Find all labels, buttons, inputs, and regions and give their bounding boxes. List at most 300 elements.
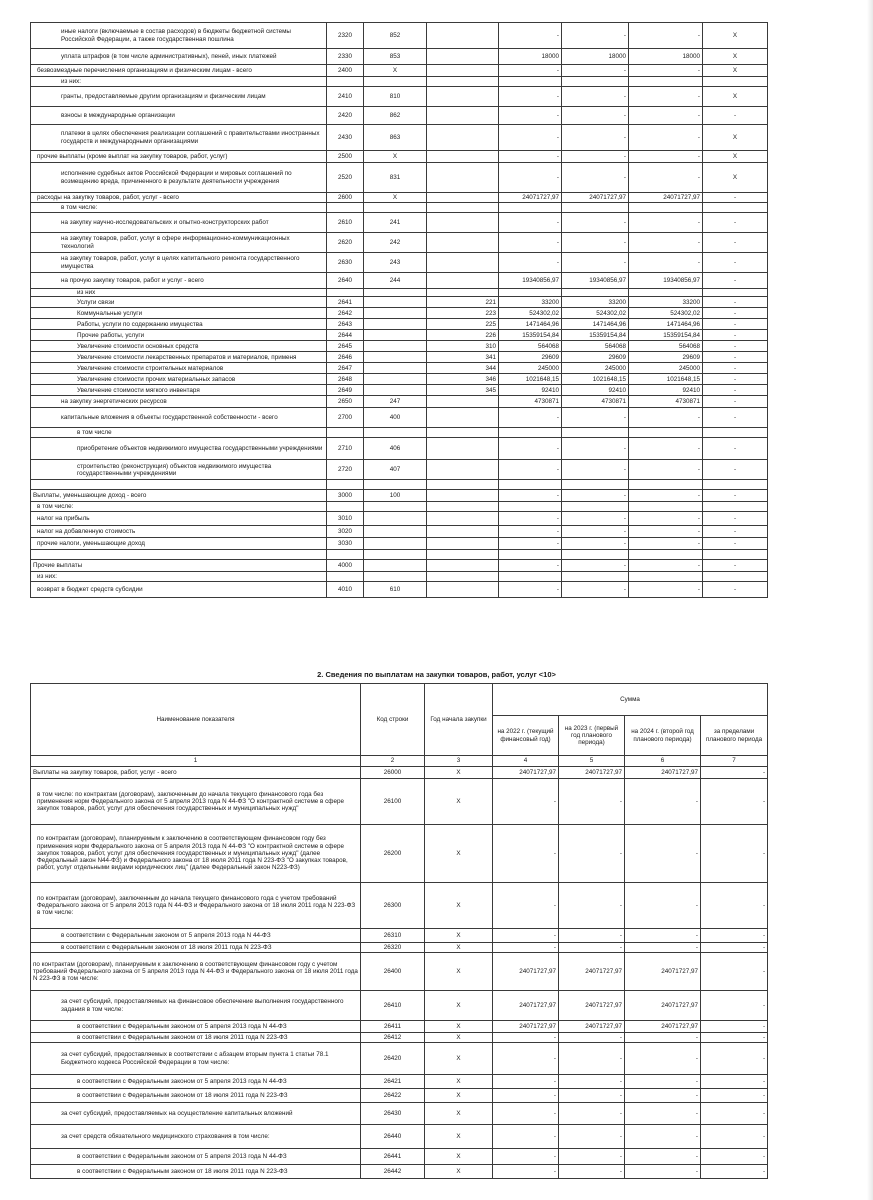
row-kbk: 243	[364, 253, 427, 273]
row-sum-beyond: -	[703, 526, 768, 538]
row-kosgu	[427, 526, 499, 538]
row-name: по контрактам (договорам), планируемым к заключению в соответствующем финансовом году без применения норм Федерального закона от 5 апреля 2013 года N 44-ФЗ "О контрактной системе в сфере закупок товаров, работ, услуг для обеспечения государственных и муниципальных нужд" (далее Федеральный закон N44-ФЗ) и Федерального закона от 18 июля 2011 года N 223-ФЗ "О закупках товаров, работ, услуг отдельными видами юридических лиц" (далее Федеральный закон N223-ФЗ)	[31, 825, 361, 883]
row-sum-2022: -	[493, 929, 559, 943]
row-code: 2647	[327, 363, 364, 374]
row-sum-beyond: -	[701, 953, 768, 991]
row-year: X	[425, 779, 493, 825]
row-year: X	[425, 1021, 493, 1033]
row-sum-2023: 33200	[562, 297, 629, 308]
row-name: в том числе: по контрактам (договорам), заключенным до начала текущего финансового года без применения норм Федерального закона от 5 апреля 2013 года N 44-ФЗ "О контрактной системе в сфере закупок товаров, работ, услуг для обеспечения государственных и муниципальных нужд"	[31, 779, 361, 825]
row-sum-2022: -	[499, 460, 562, 480]
row-code: 2641	[327, 297, 364, 308]
row-code: 2642	[327, 308, 364, 319]
row-sum-beyond: -	[701, 825, 768, 883]
row-kosgu	[427, 572, 499, 582]
row-sum-beyond: -	[703, 107, 768, 125]
row-sum-beyond: X	[703, 163, 768, 193]
row-sum-2023: 24071727,97	[559, 953, 625, 991]
table-row	[31, 490, 768, 502]
row-name: на закупку товаров, работ, услуг в целях капитального ремонта государственного имущества	[31, 253, 327, 273]
row-sum-2022: 18000	[499, 49, 562, 65]
row-name: из них:	[31, 572, 327, 582]
row-kosgu	[427, 233, 499, 253]
table-row	[31, 163, 768, 193]
procurement-table-header	[31, 684, 768, 767]
row-sum-2023: -	[562, 65, 629, 77]
table-row	[31, 572, 768, 582]
row-sum-beyond: -	[703, 460, 768, 480]
row-kbk: 406	[364, 438, 427, 460]
row-code: 26410	[361, 991, 425, 1021]
row-sum-2023: -	[559, 1103, 625, 1125]
row-sum-2022	[499, 77, 562, 87]
row-sum-2024: -	[629, 582, 703, 598]
row-kosgu: 341	[427, 352, 499, 363]
row-sum-2024: -	[629, 87, 703, 107]
row-sum-beyond: X	[703, 23, 768, 49]
row-sum-beyond: -	[703, 273, 768, 289]
row-kosgu	[427, 253, 499, 273]
row-sum-2022: -	[499, 526, 562, 538]
row-sum-2024	[629, 428, 703, 438]
row-sum-2023	[562, 77, 629, 87]
row-code: 2500	[327, 151, 364, 163]
row-code: 4010	[327, 582, 364, 598]
row-code: 26310	[361, 929, 425, 943]
row-sum-2022: 4730871	[499, 396, 562, 408]
row-sum-2023: 1021648,15	[562, 374, 629, 385]
row-sum-2022: 29609	[499, 352, 562, 363]
table-row	[31, 502, 768, 512]
row-sum-2024: -	[629, 213, 703, 233]
row-sum-2022	[499, 572, 562, 582]
header-name: Наименование показателя	[31, 684, 361, 756]
table-row	[31, 151, 768, 163]
row-sum-2023	[562, 480, 629, 490]
table-row	[31, 1125, 768, 1149]
row-name: в том числе:	[31, 502, 327, 512]
procurement-table-body	[31, 767, 768, 1179]
table-row	[31, 107, 768, 125]
row-sum-2024: -	[625, 1075, 701, 1089]
row-kosgu	[427, 23, 499, 49]
row-sum-2024: -	[629, 107, 703, 125]
table-row	[31, 308, 768, 319]
row-sum-2023: -	[562, 253, 629, 273]
row-sum-2022: 564068	[499, 341, 562, 352]
row-name: прочие налоги, уменьшающие доход	[31, 538, 327, 550]
row-code: 2630	[327, 253, 364, 273]
row-kosgu	[427, 550, 499, 560]
row-sum-beyond: -	[703, 352, 768, 363]
row-sum-2024: -	[629, 512, 703, 526]
row-sum-2022: 524302,02	[499, 308, 562, 319]
row-kbk: 852	[364, 23, 427, 49]
row-sum-beyond	[703, 77, 768, 87]
row-sum-2022: 19340856,97	[499, 273, 562, 289]
table-row	[31, 233, 768, 253]
row-code: 26300	[361, 883, 425, 929]
row-sum-2022: -	[493, 779, 559, 825]
row-sum-2022: -	[493, 1103, 559, 1125]
row-kbk: 244	[364, 273, 427, 289]
row-sum-2022: -	[499, 213, 562, 233]
table-row	[31, 1089, 768, 1103]
table-row	[31, 1043, 768, 1075]
row-code: 2648	[327, 374, 364, 385]
row-sum-beyond: X	[703, 87, 768, 107]
row-sum-2023: -	[562, 460, 629, 480]
row-sum-2024: -	[629, 460, 703, 480]
row-year: X	[425, 1125, 493, 1149]
row-sum-2024	[629, 77, 703, 87]
row-sum-2024: -	[629, 65, 703, 77]
row-sum-2024: -	[625, 1125, 701, 1149]
row-sum-2023: -	[559, 943, 625, 953]
row-kosgu	[427, 512, 499, 526]
row-code: 2645	[327, 341, 364, 352]
row-sum-beyond: -	[703, 233, 768, 253]
row-code: 3020	[327, 526, 364, 538]
header-sum: Сумма	[493, 684, 768, 716]
row-sum-2023: -	[559, 1043, 625, 1075]
row-code: 26422	[361, 1089, 425, 1103]
row-code	[327, 480, 364, 490]
row-kbk	[364, 308, 427, 319]
row-name: Увеличение стоимости прочих материальных запасов	[31, 374, 327, 385]
row-kbk: 610	[364, 582, 427, 598]
row-code	[327, 550, 364, 560]
row-year: X	[425, 825, 493, 883]
row-kbk: 863	[364, 125, 427, 151]
row-kosgu	[427, 65, 499, 77]
row-sum-2024: 24071727,97	[625, 991, 701, 1021]
row-sum-2023: -	[559, 1089, 625, 1103]
row-sum-beyond: -	[701, 1125, 768, 1149]
row-name	[31, 480, 327, 490]
row-sum-2023: -	[559, 1165, 625, 1179]
row-kosgu	[427, 49, 499, 65]
row-kbk: X	[364, 193, 427, 203]
row-sum-2023: 24071727,97	[562, 193, 629, 203]
row-sum-2023: -	[562, 582, 629, 598]
row-sum-2024: -	[629, 125, 703, 151]
row-sum-2022: -	[499, 107, 562, 125]
row-sum-2022: -	[493, 1033, 559, 1043]
row-kbk	[364, 297, 427, 308]
row-sum-2023	[562, 502, 629, 512]
row-sum-beyond: -	[703, 193, 768, 203]
row-sum-2024: 92410	[629, 385, 703, 396]
row-sum-2023: 245000	[562, 363, 629, 374]
row-sum-2024: -	[629, 490, 703, 502]
row-sum-2024	[629, 480, 703, 490]
row-kosgu: 310	[427, 341, 499, 352]
row-sum-beyond: -	[703, 213, 768, 233]
row-sum-2024: -	[629, 253, 703, 273]
colnum: 7	[701, 756, 768, 767]
row-code: 2320	[327, 23, 364, 49]
row-sum-2023: 24071727,97	[559, 767, 625, 779]
row-sum-2024: 4730871	[629, 396, 703, 408]
row-code	[327, 203, 364, 213]
row-kosgu	[427, 193, 499, 203]
row-code: 2640	[327, 273, 364, 289]
row-sum-2024: 24071727,97	[625, 953, 701, 991]
row-sum-beyond: -	[703, 308, 768, 319]
row-sum-beyond	[703, 428, 768, 438]
row-sum-2022: -	[499, 490, 562, 502]
row-name: налог на прибыль	[31, 512, 327, 526]
row-code: 26441	[361, 1149, 425, 1165]
colnum: 2	[361, 756, 425, 767]
row-sum-beyond: X	[703, 49, 768, 65]
header-2023: на 2023 г. (первый год планового периода)	[559, 716, 625, 756]
row-sum-2024: -	[625, 779, 701, 825]
row-sum-2022	[499, 550, 562, 560]
scan-edge	[867, 0, 873, 1200]
row-kbk	[364, 330, 427, 341]
row-sum-2023: -	[562, 438, 629, 460]
row-year: X	[425, 943, 493, 953]
table-row	[31, 1165, 768, 1179]
colnum: 4	[493, 756, 559, 767]
row-sum-2022: -	[493, 1125, 559, 1149]
row-sum-2022: 245000	[499, 363, 562, 374]
table-row	[31, 65, 768, 77]
row-code: 26411	[361, 1021, 425, 1033]
row-kosgu: 226	[427, 330, 499, 341]
row-sum-beyond: -	[703, 408, 768, 428]
row-sum-2023	[562, 289, 629, 297]
row-kosgu	[427, 163, 499, 193]
row-kosgu: 225	[427, 319, 499, 330]
row-name: в соответствии с Федеральным законом от 5 апреля 2013 года N 44-ФЗ	[31, 1149, 361, 1165]
row-sum-beyond: X	[703, 151, 768, 163]
table-row	[31, 460, 768, 480]
row-sum-2024: -	[629, 233, 703, 253]
row-year: X	[425, 1075, 493, 1089]
row-code: 2420	[327, 107, 364, 125]
row-name: за счет субсидий, предоставляемых на осуществление капитальных вложений	[31, 1103, 361, 1125]
row-sum-beyond: -	[703, 374, 768, 385]
row-name: гранты, предоставляемые другим организациям и физическим лицам	[31, 87, 327, 107]
row-code	[327, 428, 364, 438]
row-sum-2022: 92410	[499, 385, 562, 396]
row-name: исполнение судебных актов Российской Федерации и мировых соглашений по возмещению вреда, причиненного в результате деятельности учреждения	[31, 163, 327, 193]
row-sum-beyond: -	[701, 1165, 768, 1179]
row-name: капитальные вложения в объекты государственной собственности - всего	[31, 408, 327, 428]
table-row	[31, 779, 768, 825]
row-sum-2022: -	[499, 23, 562, 49]
colnum: 6	[625, 756, 701, 767]
table-row	[31, 49, 768, 65]
row-sum-2023: 29609	[562, 352, 629, 363]
header-2024: на 2024 г. (второй год планового периода)	[625, 716, 701, 756]
row-code: 2650	[327, 396, 364, 408]
row-name: Услуги связи	[31, 297, 327, 308]
row-kosgu: 346	[427, 374, 499, 385]
row-sum-2023	[562, 203, 629, 213]
row-sum-2022: -	[499, 538, 562, 550]
row-sum-2024: -	[629, 151, 703, 163]
row-kosgu	[427, 396, 499, 408]
table-row	[31, 203, 768, 213]
row-sum-2024: 33200	[629, 297, 703, 308]
table-row	[31, 193, 768, 203]
row-sum-2022: -	[499, 151, 562, 163]
row-sum-2022: -	[493, 883, 559, 929]
row-sum-2022: -	[499, 233, 562, 253]
table-row	[31, 943, 768, 953]
row-kbk: 853	[364, 49, 427, 65]
row-kosgu	[427, 77, 499, 87]
row-sum-2022: -	[493, 1165, 559, 1179]
row-kbk	[364, 363, 427, 374]
row-sum-2023: 19340856,97	[562, 273, 629, 289]
row-kosgu: 223	[427, 308, 499, 319]
row-sum-beyond: -	[703, 582, 768, 598]
row-year: X	[425, 1043, 493, 1075]
row-sum-2024: 564068	[629, 341, 703, 352]
row-year: X	[425, 1165, 493, 1179]
row-name: Увеличение стоимости мягкого инвентаря	[31, 385, 327, 396]
row-year: X	[425, 953, 493, 991]
row-sum-2023: 564068	[562, 341, 629, 352]
row-sum-2022: -	[499, 438, 562, 460]
row-name: в том числе	[31, 428, 327, 438]
row-sum-beyond: X	[703, 65, 768, 77]
row-name: иные налоги (включаемые в состав расходов) в бюджеты бюджетной системы Российской Федерации, а также государственная пошлина	[31, 23, 327, 49]
row-kosgu	[427, 408, 499, 428]
row-sum-2024: 1021648,15	[629, 374, 703, 385]
table-row	[31, 396, 768, 408]
row-sum-beyond: -	[701, 1089, 768, 1103]
table-row	[31, 560, 768, 572]
table-row	[31, 363, 768, 374]
row-kbk	[364, 480, 427, 490]
row-kosgu: 345	[427, 385, 499, 396]
row-kbk	[364, 538, 427, 550]
row-name: Увеличение стоимости основных средств	[31, 341, 327, 352]
row-kbk	[364, 526, 427, 538]
row-code: 2646	[327, 352, 364, 363]
row-sum-2022: 1471464,96	[499, 319, 562, 330]
row-sum-beyond: -	[701, 767, 768, 779]
row-code: 4000	[327, 560, 364, 572]
row-kbk	[364, 203, 427, 213]
row-sum-2023: -	[559, 1149, 625, 1165]
row-sum-2022	[499, 428, 562, 438]
row-sum-2022: -	[493, 1075, 559, 1089]
row-name: по контрактам (договорам), планируемым к заключению в соответствующем финансовом году с учетом требований Федерального закона от 5 апреля 2013 года N 44-ФЗ и Федерального закона от 18 июля 2011 года N 223-ФЗ в том числе:	[31, 953, 361, 991]
table-row	[31, 330, 768, 341]
row-sum-beyond: -	[703, 319, 768, 330]
row-sum-2023	[562, 572, 629, 582]
header-beyond: за пределами планового периода	[701, 716, 768, 756]
section-2-title: 2. Сведения по выплатам на закупки товаров, работ, услуг <10>	[317, 670, 556, 679]
row-sum-beyond: -	[701, 779, 768, 825]
table-row	[31, 213, 768, 233]
row-sum-2022: -	[499, 163, 562, 193]
row-sum-beyond	[703, 572, 768, 582]
row-sum-2022: 15359154,84	[499, 330, 562, 341]
row-code: 2520	[327, 163, 364, 193]
row-name: взносы в международные организации	[31, 107, 327, 125]
row-sum-2023: -	[559, 883, 625, 929]
row-sum-2024: 24071727,97	[625, 1021, 701, 1033]
row-code: 2430	[327, 125, 364, 151]
row-sum-2022: -	[493, 825, 559, 883]
row-sum-beyond: -	[701, 883, 768, 929]
table-row	[31, 1149, 768, 1165]
row-name: за счет субсидий, предоставляемых на финансовое обеспечение выполнения государственного задания в том числе:	[31, 991, 361, 1021]
row-sum-2024: 524302,02	[629, 308, 703, 319]
row-sum-2024: 18000	[629, 49, 703, 65]
row-kosgu	[427, 289, 499, 297]
row-code: 26442	[361, 1165, 425, 1179]
row-sum-2024: -	[629, 538, 703, 550]
row-sum-2023: -	[562, 151, 629, 163]
row-sum-2022	[499, 480, 562, 490]
table-row	[31, 480, 768, 490]
row-sum-2024	[629, 289, 703, 297]
row-sum-2024: -	[625, 1033, 701, 1043]
row-name: на закупку энергетических ресурсов	[31, 396, 327, 408]
table-row	[31, 23, 768, 49]
row-kbk	[364, 502, 427, 512]
row-sum-beyond: -	[703, 341, 768, 352]
row-sum-2023: -	[559, 1075, 625, 1089]
row-kbk: 241	[364, 213, 427, 233]
row-sum-beyond	[703, 550, 768, 560]
row-sum-beyond: -	[701, 929, 768, 943]
row-name: приобретение объектов недвижимого имущества государственными учреждениями	[31, 438, 327, 460]
row-sum-2022: -	[499, 512, 562, 526]
row-name: по контрактам (договорам), заключенным до начала текущего финансового года с учетом требований Федерального закона от 5 апреля 2013 года N 44-ФЗ и Федерального закона от 18 июля 2011 года N 223-ФЗ в том числе:	[31, 883, 361, 929]
row-sum-2023: -	[559, 825, 625, 883]
row-code: 2649	[327, 385, 364, 396]
row-year: X	[425, 883, 493, 929]
row-sum-2022: -	[499, 253, 562, 273]
table-row	[31, 428, 768, 438]
row-code: 26000	[361, 767, 425, 779]
row-sum-2023: -	[559, 929, 625, 943]
row-sum-beyond: X	[703, 125, 768, 151]
row-name: платежи в целях обеспечения реализации соглашений с правительствами иностранных государств и международными организациями	[31, 125, 327, 151]
table-row	[31, 273, 768, 289]
row-kosgu	[427, 460, 499, 480]
row-name: Прочие работы, услуги	[31, 330, 327, 341]
row-kosgu	[427, 480, 499, 490]
row-sum-2024: 19340856,97	[629, 273, 703, 289]
row-code: 2330	[327, 49, 364, 65]
row-code: 2600	[327, 193, 364, 203]
row-kosgu	[427, 538, 499, 550]
row-kosgu	[427, 87, 499, 107]
row-name: за счет субсидий, предоставляемых в соответствии с абзацем вторым пункта 1 статьи 78.1 Бюджетного кодекса Российской Федерации в том числе:	[31, 1043, 361, 1075]
row-sum-2024: -	[629, 408, 703, 428]
row-code: 3000	[327, 490, 364, 502]
row-kosgu	[427, 502, 499, 512]
payments-table-body	[31, 23, 768, 598]
row-sum-2022: 33200	[499, 297, 562, 308]
colnum: 1	[31, 756, 361, 767]
row-sum-2022: -	[499, 87, 562, 107]
row-kbk	[364, 512, 427, 526]
row-sum-2022: -	[499, 65, 562, 77]
row-sum-beyond: -	[701, 1033, 768, 1043]
